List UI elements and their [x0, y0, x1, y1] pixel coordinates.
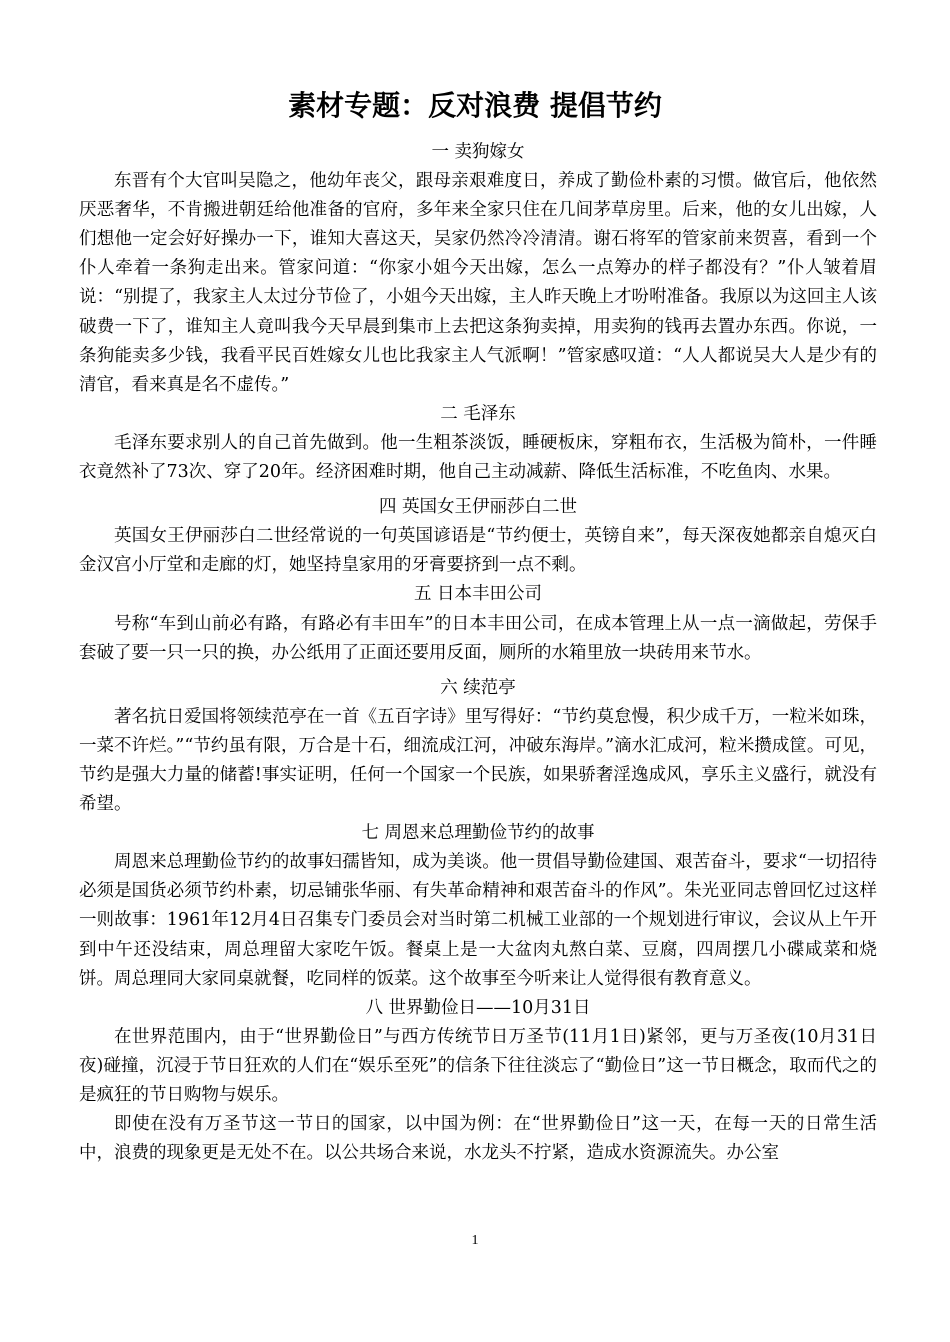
section-heading: 四 英国女王伊丽莎白二世 — [378, 497, 578, 518]
section-heading: 五 日本丰田公司 — [413, 584, 543, 605]
section-5 — [79, 580, 877, 667]
section-2 — [79, 400, 877, 487]
section-4 — [79, 493, 877, 580]
section-heading: 七 周恩来总理勤俭节约的故事 — [361, 823, 595, 844]
document-title: 素材专题：反对浪费 提倡节约 — [288, 89, 662, 122]
section-paragraph: 英国女王伊丽莎白二世经常说的一句英国谚语是“节约便士，英镑自来”，每天深夜她都亲自熄灭白金汉宫小厅堂和走廊的灯，她坚持皇家用的牙膏要挤到一点不剩。 — [79, 526, 877, 576]
section-paragraph: 周恩来总理勤俭节约的故事妇孺皆知，成为美谈。他一贯倡导勤俭建国、艰苦奋斗，要求“一切招待必须是国货必须节约朴素，切忌铺张华丽、有失革命精神和艰苦奋斗的作风”。朱光亚同志曾回忆过这样一则故事：1961年12月4日召集专门委员会对当时第二机械工业部的一个规划进行审议，会议从上午开到中午还没结束，周总理留大家吃午饭。餐桌上是一大盆肉丸熬白菜、豆腐，四周摆几小碟咸菜和烧饼。周总理同大家同桌就餐，吃同样的饭菜。这个故事至今听来让人觉得很有教育意义。 — [79, 852, 877, 989]
section-paragraph: 东晋有个大官叫吴隐之，他幼年丧父，跟母亲艰难度日，养成了勤俭朴素的习惯。做官后，他依然厌恶奢华，不肯搬进朝廷给他准备的官府，多年来全家只住在几间茅草房里。后来，他的女儿出嫁，人们想他一定会好好操办一下，谁知大喜这天，吴家仍然冷冷清清。谢石将军的管家前来贺喜，看到一个仆人牵着一条狗走出来。管家问道：“你家小姐今天出嫁，怎么一点筹办的样子都没有？”仆人皱着眉说：“别提了，我家主人太过分节俭了，小姐今天出嫁，主人昨天晚上才吩咐准备。我原以为这回主人该破费一下了，谁知主人竟叫我今天早晨到集市上去把这条狗卖掉，用卖狗的钱再去置办东西。你说，一条狗能卖多少钱，我看平民百姓嫁女儿也比我家主人气派啊！”管家感叹道：“人人都说吴大人是少有的清官，看来真是名不虚传。” — [79, 171, 877, 395]
page-number: 1 — [471, 1233, 479, 1248]
section-7 — [79, 819, 877, 994]
section-1 — [79, 138, 877, 400]
section-8 — [79, 994, 877, 1169]
section-paragraph: 毛泽东要求别人的自己首先做到。他一生粗茶淡饭，睡硬板床，穿粗布衣，生活极为简朴，一件睡衣竟然补了73次、穿了20年。经济困难时期，他自己主动减薪、降低生活标准，不吃鱼肉、水果。 — [79, 432, 877, 483]
section-paragraph: 著名抗日爱国将领续范亭在一首《五百字诗》里写得好：“节约莫怠慢，积少成千万，一粒米如珠，一菜不许烂。”“节约虽有限，万合是十石，细流成江河，冲破东海岸。”滴水汇成河，粒米攒成筐。可见，节约是强大力量的储蓄!事实证明，任何一个国家一个民族，如果骄奢淫逸成风，享乐主义盛行，就没有希望。 — [79, 706, 877, 815]
section-heading: 八 世界勤俭日——10月31日 — [365, 997, 591, 1018]
section-heading: 六 续范亭 — [440, 677, 516, 698]
section-heading: 二 毛泽东 — [440, 403, 516, 424]
section-6 — [79, 674, 877, 819]
document-body — [79, 138, 877, 1168]
section-paragraph: 即使在没有万圣节这一节日的国家，以中国为例：在“世界勤俭日”这一天，在每一天的日常生活中，浪费的现象更是无处不在。以公共场合来说，水龙头不拧紧，造成水资源流失。办公室 — [79, 1114, 877, 1164]
section-heading: 一 卖狗嫁女 — [431, 142, 525, 162]
section-paragraph: 号称“车到山前必有路，有路必有丰田车”的日本丰田公司，在成本管理上从一点一滴做起，劳保手套破了要一只一只的换，办公纸用了正面还要用反面，厕所的水箱里放一块砖用来节水。 — [79, 613, 877, 663]
section-paragraph: 在世界范围内，由于“世界勤俭日”与西方传统节日万圣节(11月1日)紧邻，更与万圣夜(10月31日夜)碰撞，沉浸于节日狂欢的人们在“娱乐至死”的信条下往往淡忘了“勤俭日”这一节日概念，取而代之的是疯狂的节日购物与娱乐。 — [79, 1026, 877, 1105]
